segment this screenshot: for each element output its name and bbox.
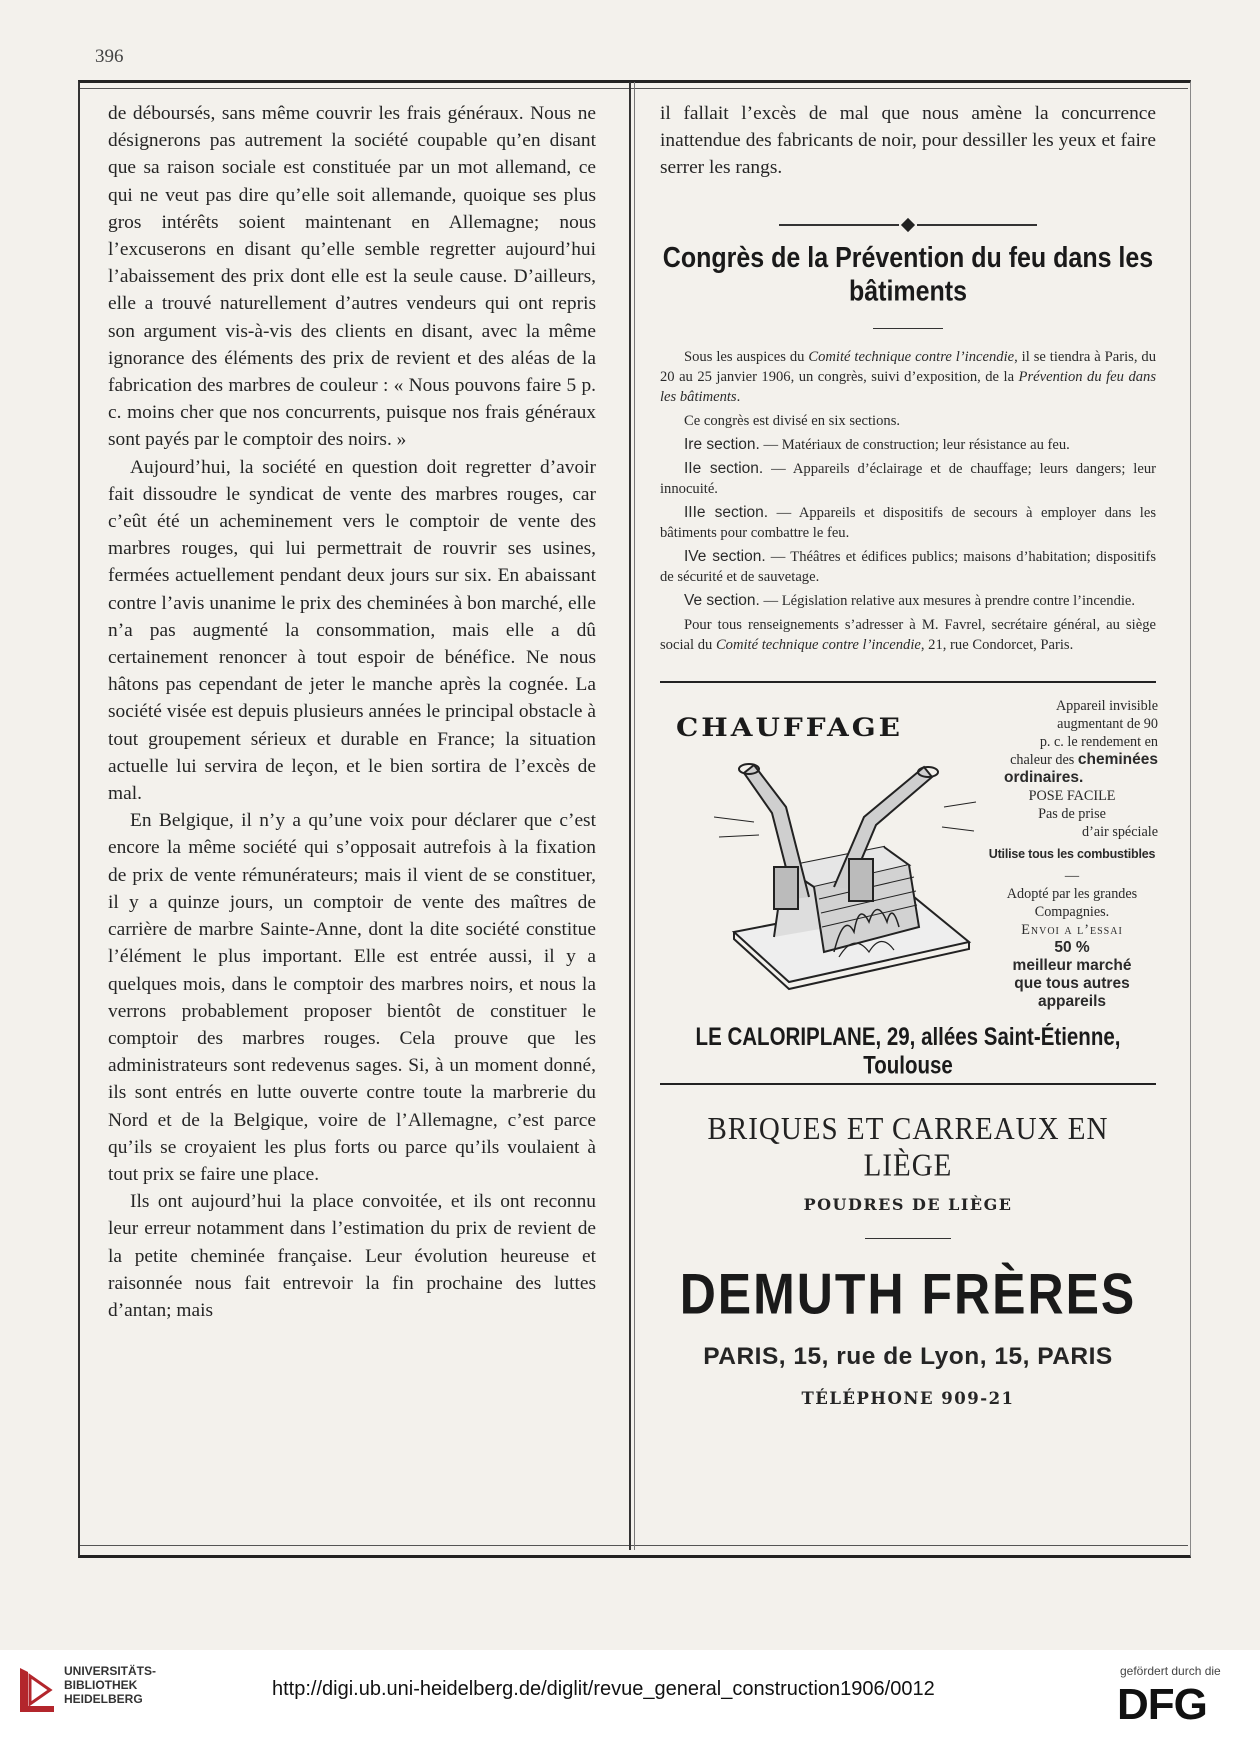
congress-contact: Pour tous renseignements s’adresser à M. Favrel, secrétaire général, au siège social du Comité technique contre l’incendie, 21, rue Condorcet, Paris. [660, 616, 1156, 653]
page-number: 396 [95, 46, 124, 67]
column-divider-thin [634, 82, 635, 1550]
demuth-phone: TÉLÉPHONE 909-21 [801, 1388, 1015, 1408]
right-column [660, 100, 1156, 1408]
left-column [108, 100, 596, 1324]
congress-intro: Sous les auspices du Comité technique contre l’incendie, il se tiendra à Paris, du 20 au 25 janvier 1906, un congrès, suivi d’exposition, de la Prévention du feu dans les bâtiments. [660, 348, 1157, 405]
paragraph: de déboursés, sans même couvrir les frais généraux. Nous ne désignerons pas autrement la société coupable qu’en disant que sa raison sociale est constituée par un mot allemand, ce qui ne veut pas dire qu’elle soit allemande, quoique ses plus gros intérêts soient maintenant en Allemagne; nous l’excuserons en disant qu’elle semble regretter aujourd’hui l’abaissement des prix dont elle est la seule cause. D’ailleurs, elle a trouvé naturellement d’autres vendeurs qui ont repris son argument vis-à-vis des clients en disant, avec la même ignorance des éléments des prix de revient et des aléas de la fabrication des marbres de couleur : « Nous pouvons faire 5 p. c. moins cher que nos concurrents, puisque nos frais généraux sont payés par le comptoir des noirs. » [108, 103, 596, 451]
demuth-ad [660, 1085, 1156, 1408]
demuth-subproduct: POUDRES DE LIÈGE [803, 1194, 1013, 1214]
section-item: IVe section. — Théâtres et édifices publics; maisons d’habitation; dispositifs de sécurité et de sauvetage. [660, 547, 1157, 585]
divider [865, 1238, 951, 1239]
demuth-product: BRIQUES ET CARREAUX EN LIÈGE [707, 1111, 1109, 1183]
demuth-name: DEMUTH FRÈRES [679, 1261, 1137, 1326]
chauffage-ad [660, 683, 1158, 1080]
section-item: Ire section. — Matériaux de construction; leur résistance au feu. [684, 435, 1070, 453]
university-library-logo-icon [16, 1662, 58, 1718]
section-item: Ve section. — Législation relative aux mesures à prendre contre l’incendie. [684, 591, 1136, 609]
paragraph: Ils ont aujourd’hui la place convoitée, et ils ont reconnu leur erreur notamment dans l’estimation du prix de revient de la petite cheminée française. Leur évolution heureuse et raisonnée nous fait entrevoir la fin prochaine des luttes d’antan; mais [108, 1191, 596, 1321]
congress-sections-note: Ce congrès est divisé en six sections. [684, 412, 901, 429]
paragraph: il fallait l’excès de mal que nous amène la concurrence inattendue des fabricants de noir, pour dessiller les yeux et faire serrer les rangs. [660, 103, 1156, 179]
column-divider [629, 82, 631, 1550]
divider [873, 328, 943, 329]
chauffage-address: LE CALORIPLANE, 29, allées Saint-Étienne, Toulouse [695, 1022, 1121, 1080]
chauffage-title: CHAUFFAGE [676, 712, 903, 742]
heater-illustration-icon [714, 747, 984, 1007]
demuth-address: PARIS, 15, rue de Lyon, 15, PARIS [703, 1342, 1113, 1370]
paragraph: En Belgique, il n’y a qu’une voix pour déclarer que c’est encore la même société qui s’opposait autrefois à la fixation de prix de vente rémunérateurs; mais il vient de se constituer, il y a quinze jours, un comptoir de vente des maîtres de carrière de marbre Sainte-Anne, dont la dite société constitue l’élément le plus important. Elle est entrée aussi, il y a quelques mois, dans le comptoir des marbres noirs, et nous la verrons probablement proposer bientôt de constituer le comptoir des marbres rouges. Cela prouve que les administrateurs sont redevenus sages. Si, à un moment donné, ils sont entrés en lutte ouverte contre toute la marbrerie du Nord et de la Belgique, voire de l’Allemagne, c’est parce qu’ils se croyaient les plus forts ou parce qu’ils voulaient à tout prix se faire une place. [108, 810, 596, 1185]
ornament-divider [660, 216, 1156, 226]
congress-title: Congrès de la Prévention du feu dans les bâtiments [662, 241, 1154, 307]
section-item: IIIe section. — Appareils et dispositifs de secours à employer dans les bâtiments pour combattre le feu. [660, 503, 1157, 541]
chauffage-description: Appareil invisible augmentant de 90 p. c. le rendement en chaleur des cheminées ordinaires. POSE FACILE Pas de prise d’air spéciale Utilise tous les combustibles — Adopté par les grandes Compagnies. Envoi a l’essai 50 % meilleur marché que tous autres appareils [988, 697, 1158, 1010]
footer-bar [0, 1650, 1260, 1740]
funding-note: gefördert durch die [1120, 1664, 1221, 1678]
library-name: UNIVERSITÄTS- BIBLIOTHEK HEIDELBERG [64, 1664, 157, 1706]
source-url[interactable]: http://digi.ub.uni-heidelberg.de/diglit/revue_general_construction1906/0012 [272, 1678, 935, 1700]
section-item: IIe section. — Appareils d’éclairage et de chauffage; leurs dangers; leur innocuité. [660, 459, 1156, 497]
dfg-logo: DFG [1117, 1680, 1207, 1729]
paragraph: Aujourd’hui, la société en question doit regretter d’avoir fait dissoudre le syndicat de vente des marbres rouges, car c’eût été un acheminement vers le comptoir de vente des marbres rouges, qui lui permettrait de rouvrir ses usines, fermées actuellement pendant deux jours sur six. En abaissant contre l’avis unanime le prix des cheminées à bon marché, elle n’a pas augmenté la consommation, mais elle a dû certainement renoncer à tout espoir de bénéfice. Ne nous hâtons pas cependant de jeter le manche après la cognée. La société visée est depuis plusieurs années le principal obstacle à tout groupement sérieux et durable en France; la situation actuelle lui servira de leçon, et le bien sortira de l’excès de mal. [108, 456, 596, 805]
